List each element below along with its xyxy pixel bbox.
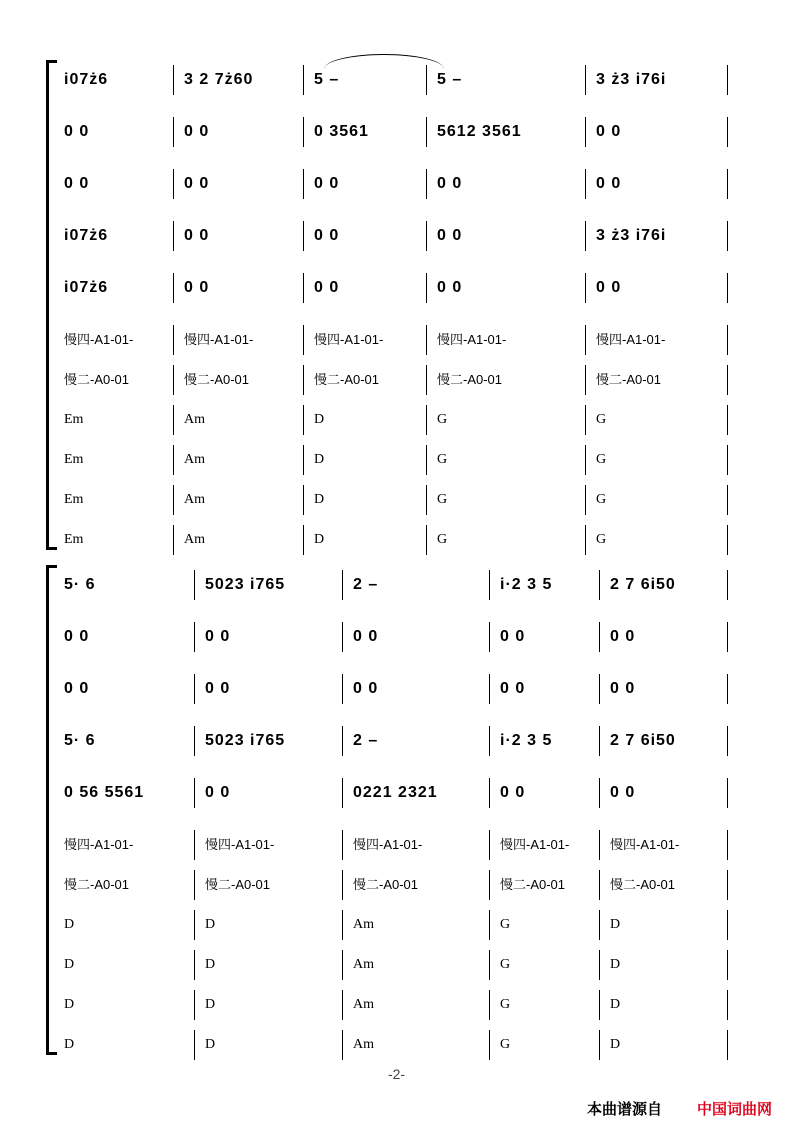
barline [585,117,586,147]
barline [426,221,427,251]
measure-notes: 0 0 [184,279,210,296]
barline [426,169,427,199]
chord-row [46,520,728,560]
chord-symbol: D [64,957,75,972]
staff-part-row [46,721,728,761]
chord-row [46,905,728,945]
barline [303,65,304,95]
measure-notes: 0 0 [314,279,340,296]
score-system-2 [46,565,728,1055]
barline [727,870,728,900]
barline [585,221,586,251]
barline [727,117,728,147]
chord-symbol: D [205,917,216,932]
barline [194,910,195,940]
chord-symbol: G [596,532,607,547]
measure-notes: i07ż6 [64,227,109,244]
chord-symbol: D [314,412,325,427]
barline [585,169,586,199]
chord-symbol: G [437,412,448,427]
chord-symbol: Am [184,532,205,547]
barline [173,525,174,555]
barline [599,778,600,808]
measure-notes: 0 0 [205,784,231,801]
chord-symbol: D [64,997,75,1012]
staff-part-row [46,216,728,256]
measure-notes: 3 ż3 i76i [596,227,667,244]
barline [727,485,728,515]
rhythm-label: 慢二-A0-01 [64,372,130,387]
barline [599,1030,600,1060]
barline [585,325,586,355]
barline [173,445,174,475]
measure-notes: 0 0 [500,680,526,697]
chord-symbol: G [500,917,511,932]
chord-row [46,440,728,480]
chord-symbol: D [314,492,325,507]
chord-symbol: D [610,957,621,972]
barline [727,830,728,860]
chord-row [46,945,728,985]
barline [194,622,195,652]
barline [426,117,427,147]
measure-notes: 0 0 [64,123,90,140]
chord-symbol: G [500,1037,511,1052]
measure-notes: 5023 i765 [205,576,286,593]
chord-row [46,985,728,1025]
measure-notes: 5· 6 [64,732,96,749]
tie-arc [324,54,444,69]
rhythm-label: 慢四-A1-01- [314,332,384,347]
measure-notes: 0 0 [437,279,463,296]
barline [342,622,343,652]
barline [727,365,728,395]
barline [727,525,728,555]
page-number: -2- [387,1066,406,1082]
chord-symbol: D [64,1037,75,1052]
barline [599,570,600,600]
barline [585,405,586,435]
chord-symbol: G [596,452,607,467]
rhythm-label: 慢四-A1-01- [64,332,134,347]
barline [426,525,427,555]
barline [194,778,195,808]
measure-notes: 3 2 7ż60 [184,71,254,88]
barline [727,1030,728,1060]
rhythm-label: 慢二-A0-01 [205,877,271,892]
rhythm-label: 慢四-A1-01- [610,837,680,852]
measure-notes: 0 0 [64,628,90,645]
barline [727,169,728,199]
barline [599,990,600,1020]
measure-notes: 0 0 [610,628,636,645]
chord-row [46,480,728,520]
measure-notes: i·2 3 5 [500,732,553,749]
barline [599,870,600,900]
chord-symbol: Am [353,1037,374,1052]
barline [342,570,343,600]
barline [489,778,490,808]
rhythm-label: 慢四-A1-01- [205,837,275,852]
chord-symbol: G [437,492,448,507]
measure-notes: 5023 i765 [205,732,286,749]
barline [303,169,304,199]
measure-notes: 0 0 [596,279,622,296]
measure-notes: 0 0 [596,123,622,140]
measure-notes: 0 0 [353,680,379,697]
barline [342,910,343,940]
measure-notes: i07ż6 [64,71,109,88]
measure-notes: 0 0 [184,123,210,140]
rhythm-label: 慢二-A0-01 [610,877,676,892]
barline [585,485,586,515]
measure-notes: i·2 3 5 [500,576,553,593]
staff-part-row [46,164,728,204]
barline [599,950,600,980]
barline [303,365,304,395]
barline [727,910,728,940]
barline [303,485,304,515]
barline [489,1030,490,1060]
rhythm-label: 慢四-A1-01- [64,837,134,852]
measure-notes: 0 0 [184,175,210,192]
chord-symbol: G [596,412,607,427]
barline [173,485,174,515]
barline [194,950,195,980]
rhythm-row [46,865,728,905]
rhythm-label: 慢二-A0-01 [437,372,503,387]
chord-symbol: Am [184,452,205,467]
barline [173,117,174,147]
barline [194,990,195,1020]
chord-symbol: G [437,452,448,467]
barline [585,365,586,395]
barline [727,622,728,652]
barline [194,830,195,860]
measure-notes: 0 0 [610,680,636,697]
rhythm-label: 慢二-A0-01 [314,372,380,387]
measure-notes: 5· 6 [64,576,96,593]
chord-symbol: Am [353,957,374,972]
barline [599,830,600,860]
measure-notes: 2 – [353,576,379,593]
chord-symbol: D [205,997,216,1012]
rhythm-label: 慢二-A0-01 [500,877,566,892]
chord-row [46,1025,728,1065]
measure-notes: 0 0 [500,784,526,801]
barline [342,990,343,1020]
staff-part-row [46,268,728,308]
measure-notes: 5 – [314,71,340,88]
rhythm-label: 慢二-A0-01 [184,372,250,387]
barline [599,674,600,704]
barline [194,570,195,600]
barline [585,273,586,303]
rhythm-label: 慢二-A0-01 [596,372,662,387]
rhythm-label: 慢四-A1-01- [184,332,254,347]
barline [194,674,195,704]
rhythm-label: 慢四-A1-01- [596,332,666,347]
measure-notes: 0 0 [353,628,379,645]
chord-symbol: Em [64,412,84,427]
chord-symbol: G [500,997,511,1012]
measure-notes: 0 0 [596,175,622,192]
barline [489,870,490,900]
barline [727,221,728,251]
barline [489,950,490,980]
barline [585,65,586,95]
barline [426,325,427,355]
barline [727,65,728,95]
staff-part-row [46,773,728,813]
barline [426,445,427,475]
barline [599,726,600,756]
barline [599,910,600,940]
chord-symbol: D [314,452,325,467]
measure-notes: 0221 2321 [353,784,438,801]
staff-part-row [46,112,728,152]
chord-symbol: G [596,492,607,507]
chord-symbol: G [437,532,448,547]
rhythm-label: 慢四-A1-01- [437,332,507,347]
rhythm-label: 慢四-A1-01- [353,837,423,852]
rhythm-label: 慢二-A0-01 [64,877,130,892]
barline [727,674,728,704]
barline [173,405,174,435]
barline [426,273,427,303]
barline [194,870,195,900]
measure-notes: i07ż6 [64,279,109,296]
measure-notes: 5 – [437,71,463,88]
source-site-link[interactable]: 中国词曲网 [697,1101,773,1118]
barline [426,65,427,95]
barline [173,221,174,251]
barline [727,950,728,980]
barline [342,726,343,756]
barline [489,622,490,652]
measure-notes: 0 0 [205,680,231,697]
barline [489,674,490,704]
barline [173,65,174,95]
barline [342,778,343,808]
barline [727,273,728,303]
staff-part-row [46,565,728,605]
measure-notes: 2 7 6i50 [610,732,676,749]
measure-notes: 3 ż3 i76i [596,71,667,88]
measure-notes: 0 0 [184,227,210,244]
chord-symbol: D [314,532,325,547]
measure-notes: 0 56 5561 [64,784,145,801]
measure-notes: 0 0 [64,680,90,697]
measure-notes: 2 7 6i50 [610,576,676,593]
barline [303,117,304,147]
measure-notes: 0 0 [64,175,90,192]
measure-notes: 0 0 [610,784,636,801]
chord-symbol: D [610,997,621,1012]
chord-symbol: D [610,1037,621,1052]
barline [194,726,195,756]
barline [342,830,343,860]
chord-symbol: D [64,917,75,932]
measure-notes: 0 0 [314,227,340,244]
chord-row [46,400,728,440]
measure-notes: 0 0 [437,175,463,192]
barline [342,950,343,980]
barline [727,990,728,1020]
barline [342,1030,343,1060]
barline [489,830,490,860]
measure-notes: 0 0 [205,628,231,645]
score-system-1 [46,60,728,550]
chord-symbol: D [205,957,216,972]
chord-symbol: D [610,917,621,932]
chord-symbol: Am [184,492,205,507]
source-label: 本曲谱源自 [587,1101,663,1118]
barline [173,365,174,395]
barline [727,570,728,600]
chord-symbol: Em [64,532,84,547]
rhythm-label: 慢四-A1-01- [500,837,570,852]
rhythm-label: 慢二-A0-01 [353,877,419,892]
barline [727,405,728,435]
staff-part-row [46,617,728,657]
barline [173,273,174,303]
chord-symbol: Am [184,412,205,427]
barline [342,674,343,704]
barline [342,870,343,900]
chord-symbol: D [205,1037,216,1052]
barline [303,445,304,475]
barline [303,325,304,355]
barline [585,525,586,555]
barline [727,778,728,808]
chord-symbol: G [500,957,511,972]
barline [303,525,304,555]
chord-symbol: Em [64,492,84,507]
chord-symbol: Am [353,917,374,932]
measure-notes: 5612 3561 [437,123,522,140]
staff-part-row [46,669,728,709]
measure-notes: 0 3561 [314,123,369,140]
barline [303,221,304,251]
barline [173,169,174,199]
barline [303,405,304,435]
barline [727,445,728,475]
rhythm-row [46,825,728,865]
barline [426,405,427,435]
barline [194,1030,195,1060]
chord-symbol: Em [64,452,84,467]
barline [489,570,490,600]
barline [489,990,490,1020]
barline [727,726,728,756]
measure-notes: 0 0 [314,175,340,192]
barline [173,325,174,355]
barline [585,445,586,475]
barline [426,365,427,395]
chord-symbol: Am [353,997,374,1012]
barline [303,273,304,303]
barline [599,622,600,652]
measure-notes: 2 – [353,732,379,749]
barline [489,726,490,756]
barline [489,910,490,940]
barline [727,325,728,355]
barline [426,485,427,515]
rhythm-row [46,360,728,400]
measure-notes: 0 0 [437,227,463,244]
rhythm-row [46,320,728,360]
measure-notes: 0 0 [500,628,526,645]
